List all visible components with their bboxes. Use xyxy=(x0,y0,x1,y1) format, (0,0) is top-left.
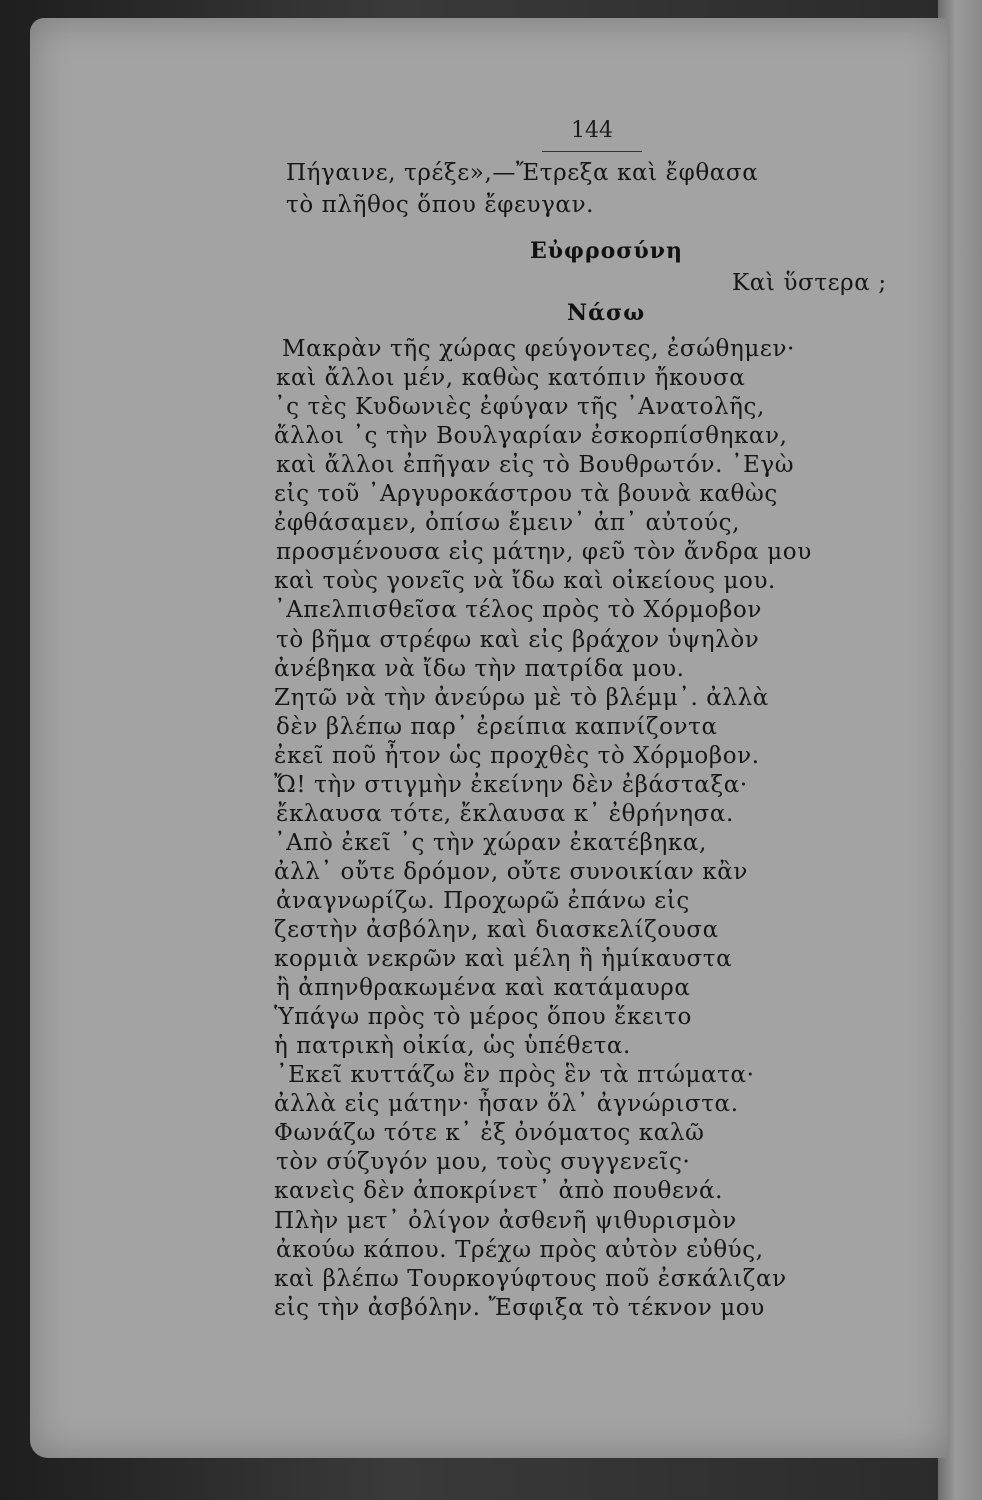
speech-line: ἢ ἀπηνθρακωμένα καὶ κατάμαυρα xyxy=(276,975,691,1002)
page-number: 144 xyxy=(571,118,613,143)
speech-line: καὶ τοὺς γονεῖς νὰ ἴδω καὶ οἰκείους μου. xyxy=(274,568,776,595)
speech-line: ᾿Εκεῖ κυττάζω ἓν πρὸς ἓν τὰ πτώματα· xyxy=(276,1062,755,1089)
speech-line: κανεὶς δὲν ἀποκρίνετ᾿ ἀπὸ πουθενά. xyxy=(274,1178,724,1205)
speech-line: Πλὴν μετ᾿ ὀλίγον ἀσθενῆ ψιθυρισμὸν xyxy=(274,1207,737,1234)
speech-line: ᾿Απελπισθεῖσα τέλος πρὸς τὸ Χόρμοβον xyxy=(274,597,762,624)
speech-line: εἰς τὴν ἀσβόλην. Ἔσφιξα τὸ τέκνον μου xyxy=(274,1294,765,1321)
speech-line: Φωνάζω τότε κ᾿ ἐξ ὀνόματος καλῶ xyxy=(274,1120,705,1147)
speaker-reply: Καὶ ὕστερα ; xyxy=(732,270,887,296)
intro-line: τὸ πλῆθος ὅπου ἔφευγαν. xyxy=(286,192,595,218)
speech-line: ἀκούω κάπου. Τρέχω πρὸς αὐτὸν εὐθύς, xyxy=(276,1236,764,1263)
speech-line: ᾿Απὸ ἐκεῖ ᾿ς τὴν χώραν ἐκατέβηκα, xyxy=(274,829,707,856)
speech-line: Ὑπάγω πρὸς τὸ μέρος ὅπου ἔκειτο xyxy=(274,1004,692,1031)
speech-line: ἐκεῖ ποῦ ἦτον ὡς προχθὲς τὸ Χόρμοβον. xyxy=(274,742,760,769)
speech-line: ἀναγνωρίζω. Προχωρῶ ἐπάνω εἰς xyxy=(276,887,690,914)
speech-line: τὸν σύζυγόν μου, τοὺς συγγενεῖς· xyxy=(276,1149,691,1176)
speech-line: καὶ ἄλλοι μέν, καθὼς κατόπιν ἤκουσα xyxy=(276,365,746,392)
speech-line: ἀνέβηκα νὰ ἴδω τὴν πατρίδα μου. xyxy=(274,655,685,682)
speech-line: ἐφθάσαμεν, ὀπίσω ἔμειν᾿ ἀπ᾿ αὐτούς, xyxy=(274,510,741,537)
speech-line: κορμιὰ νεκρῶν καὶ μέλη ἢ ἡμίκαυστα xyxy=(274,946,733,973)
speech-line: ᾿ς τὲς Κυδωνιὲς ἐφύγαν τῆς ᾿Ανατολῆς, xyxy=(274,394,765,421)
speech-line: καὶ βλέπω Τουρκογύφτους ποῦ ἐσκάλιζαν xyxy=(274,1265,787,1292)
speech-line: ἄλλοι ᾿ς τὴν Βουλγαρίαν ἐσκορπίσθηκαν, xyxy=(274,423,788,450)
speech-line: καὶ ἄλλοι ἐπῆγαν εἰς τὸ Βουθρωτόν. ᾿Εγὼ xyxy=(276,452,795,479)
speaker-name: Νάσω xyxy=(567,300,646,326)
speech-line: ζεστὴν ἀσβόλην, καὶ διασκελίζουσα xyxy=(274,917,719,943)
speech-line: εἰς τοῦ ᾿Αργυροκάστρου τὰ βουνὰ καθὼς xyxy=(274,481,778,508)
speech-line: δὲν βλέπω παρ᾿ ἐρείπια καπνίζοντα xyxy=(276,713,718,740)
speech-line: Ὤ! τὴν στιγμὴν ἐκείνην δὲν ἐβάσταξα· xyxy=(274,771,748,798)
speech-line: ἀλλὰ εἰς μάτην· ἦσαν ὅλ᾿ ἀγνώριστα. xyxy=(274,1091,739,1118)
speech-line: Ζητῶ νὰ τὴν ἀνεύρω μὲ τὸ βλέμμ᾿. ἀλλὰ xyxy=(274,684,769,711)
speech-line: ἀλλ᾿ οὔτε δρόμον, οὔτε συνοικίαν κἂν xyxy=(274,858,748,885)
speaker-name: Εὐφροσύνη xyxy=(530,238,683,264)
speech-line: ἔκλαυσα τότε, ἔκλαυσα κ᾿ ἐθρήνησα. xyxy=(276,800,734,827)
speech-line: Μακρὰν τῆς χώρας φεύγοντες, ἐσώθημεν· xyxy=(282,336,795,362)
intro-line: Πήγαινε, τρέξε»,—Ἔτρεξα καὶ ἔφθασα xyxy=(286,160,759,186)
speech-line: τὸ βῆμα στρέφω καὶ εἰς βράχον ὑψηλὸν xyxy=(276,626,760,653)
speech-line: προσμένουσα εἰς μάτην, φεῦ τὸν ἄνδρα μου xyxy=(276,539,812,566)
book-page xyxy=(30,18,948,1458)
speech-line: ἡ πατρικὴ οἰκία, ὡς ὑπέθετα. xyxy=(274,1033,631,1060)
page-number-rule xyxy=(542,151,642,152)
